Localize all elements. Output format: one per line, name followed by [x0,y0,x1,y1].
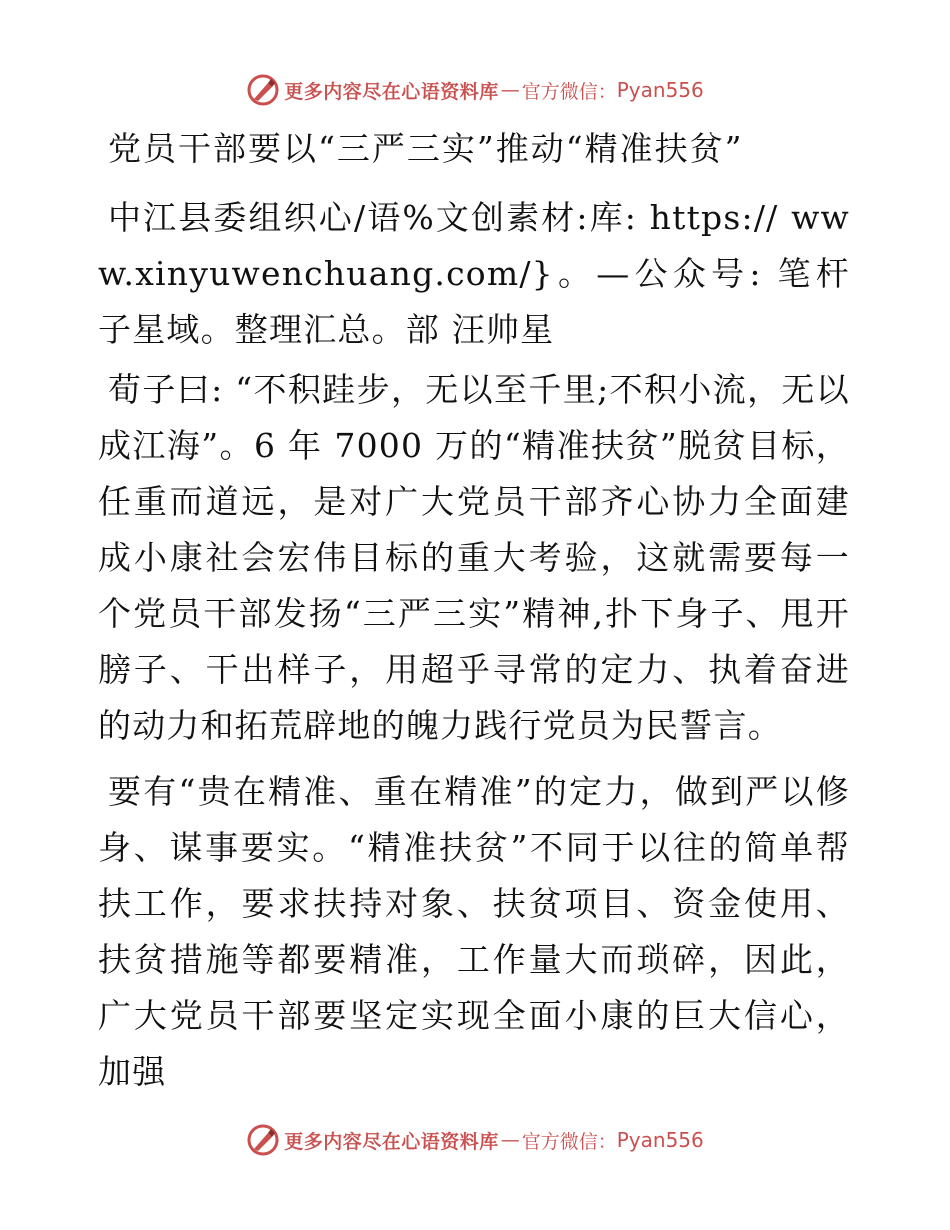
paragraph-precision: 要有“贵在精准、重在精准”的定力，做到严以修身、谋事要实。“精准扶贫”不同于以往的简单帮扶工作，要求扶持对象、扶贫项目、资金使用、扶贫措施等都要精准，工作量大而琐碎，因此，广大党员干部要坚定实现全面小康的巨大信心，加强 [98,772,850,1091]
banner-dash: — [500,79,520,101]
banner-text: 更多内容尽在心语资料库 [284,1130,499,1153]
document-body [98,118,850,1110]
document-title: 党员干部要以“三严三实”推动“精准扶贫” [108,129,744,168]
banner-wechat-label: 官方微信： [521,1130,617,1153]
footer-watermark-banner [0,1120,950,1160]
banner-wechat-id: Pyan556 [616,1128,704,1152]
banner-wechat-label: 官方微信： [521,80,617,103]
paragraph-intro: 荀子曰: “不积跬步，无以至千里;不积小流，无以成江海”。6 年 7000 万的“精准扶贫”脱贫目标，任重而道远，是对广大党员干部齐心协力全面建成小康社会宏伟目标的重大考验，这就需要每一个党员干部发扬“三严三实”精神,扑下身子、甩开膀子、干出样子，用超乎寻常的定力、执着奋进的动力和拓荒辟地的魄力践行党员为民誓言。 [98,370,850,745]
pen-logo-icon [246,1123,280,1157]
paragraph-source: 中江县委组织心/语%文创素材:库: https:// www.xinyuwenchuang.com/}。—公众号: 笔杆子星域。整理汇总。部 汪帅星 [98,198,850,349]
pen-logo-icon [246,73,280,107]
banner-wechat-id: Pyan556 [616,78,704,102]
banner-text: 更多内容尽在心语资料库 [284,80,499,103]
banner-dash: — [500,1129,520,1151]
header-watermark-banner [0,70,950,110]
